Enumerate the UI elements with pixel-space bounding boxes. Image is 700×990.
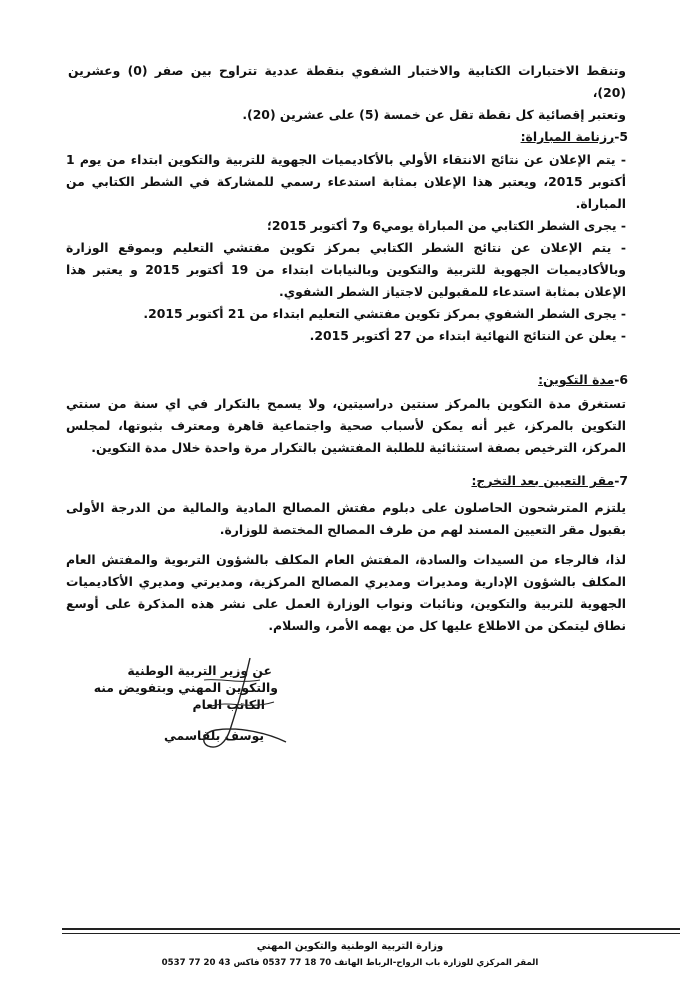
section-5-heading: [521, 129, 628, 144]
section-5-title: رزنامة المباراة:: [520, 129, 615, 144]
section-5-item-1: - يتم الإعلان عن نتائج الانتقاء الأولي بالأكاديميات الجهوية للتربية والتكوين ابتداء من يوم 1 أكتوبر 2015، ويعتبر هذا الإعلان بمثابة استدعاء رسمي للمشاركة في الشطر الكتابي من المباراة.: [66, 152, 626, 211]
section-5-item-2: - يجرى الشطر الكتابي من المباراة يومي6 و7 أكتوبر 2015؛: [266, 218, 626, 233]
signature-line-3: الكاتب العام: [192, 697, 265, 712]
signatory-name: يوسف بلقاسمي: [164, 728, 264, 743]
section-7-title: مقر التعيين بعد التخرج:: [471, 473, 615, 488]
signature-line-1: عن وزير التربية الوطنية: [127, 663, 272, 678]
section-5-item-3: - يتم الإعلان عن نتائج الشطر الكتابي بمركز تكوين مفتشي التعليم وبموقع الوزارة وبالأكاديميات الجهوية للتربية والتكوين وبالنيابات ابتداء من 19 أكتوبر 2015 و يعتبر هذا الإعلان بمثابة استدعاء للمقبولين لاجتياز الشطر الشفوي.: [66, 240, 626, 299]
handwritten-signature: [190, 650, 300, 760]
section-6-paragraph: تستغرق مدة التكوين بالمركز سنتين دراسيتين، ولا يسمح بالتكرار في اي سنة من سنتي التكوين بالمركز، غير أنه يمكن لأسباب صحية واجتماعية قاهرة ومعترف بثبوتها، لمجلس المركز، الترخيص بصفة استثنائية للطلبة المفتشين بالتكرار مرة واحدة خلال مدة التكوين.: [66, 396, 626, 455]
section-5-item-5: - يعلن عن النتائج النهائية ابتداء من 27 أكتوبر 2015.: [309, 328, 626, 343]
intro-paragraph: [68, 60, 626, 126]
section-6-number: 6-: [614, 372, 628, 387]
intro-line-2: وتعتبر إقصائية كل نقطة تقل عن خمسة (5) على عشرين (20).: [242, 107, 626, 122]
closing-text: لذا، فالرجاء من السيدات والسادة، المفتش العام المكلف بالشؤون التربوية والمفتش العام المكلف بالشؤون الإدارية ومديرات ومديري المصالح المركزية، ومديرتي ومديري الأكاديميات الجهوية للتربية والتكوين، ونائبات ونواب الوزارة العمل على نشر هذه المذكرة على أوسع نطاق ليتمكن من الاطلاع عليها كل من يهمه الأمر، والسلام.: [66, 552, 626, 633]
section-6-heading: [538, 372, 628, 387]
footer-divider-thick: [62, 928, 680, 930]
signature-line-2: والتكوين المهني وبتفويض منه: [93, 680, 278, 695]
closing-paragraph: [66, 549, 626, 637]
section-7-paragraph: يلتزم المترشحون الحاصلون على دبلوم مفتش المصالح المادية والمالية من الدرجة الأولى بقبول مقر التعيين المسند لهم من طرف المصالح المختصة للوزارة.: [66, 500, 626, 537]
section-7-number: 7-: [614, 473, 628, 488]
section-5-body: [66, 149, 626, 347]
section-7-body: [66, 497, 626, 541]
section-5-item-4: - يجرى الشطر الشفوي بمركز تكوين مفتشي التعليم ابتداء من 21 أكتوبر 2015.: [143, 306, 626, 321]
section-6-body: [66, 393, 626, 459]
footer-address: المقر المركزي للوزارة باب الرواح-الرباط الهاتف 70 18 77 0537 فاكس 43 20 77 0537: [161, 958, 539, 968]
section-7-heading: [471, 473, 628, 488]
section-5-number: 5-: [614, 129, 628, 144]
footer-divider-thin: [62, 933, 680, 934]
intro-line-1: وتنقط الاختبارات الكتابية والاختبار الشفوي بنقطة عددية تتراوح بين صفر (0) وعشرين (20)،: [68, 63, 626, 100]
footer-ministry: وزارة التربية الوطنية والتكوين المهني: [256, 941, 444, 952]
section-6-title: مدة التكوين:: [538, 372, 615, 387]
